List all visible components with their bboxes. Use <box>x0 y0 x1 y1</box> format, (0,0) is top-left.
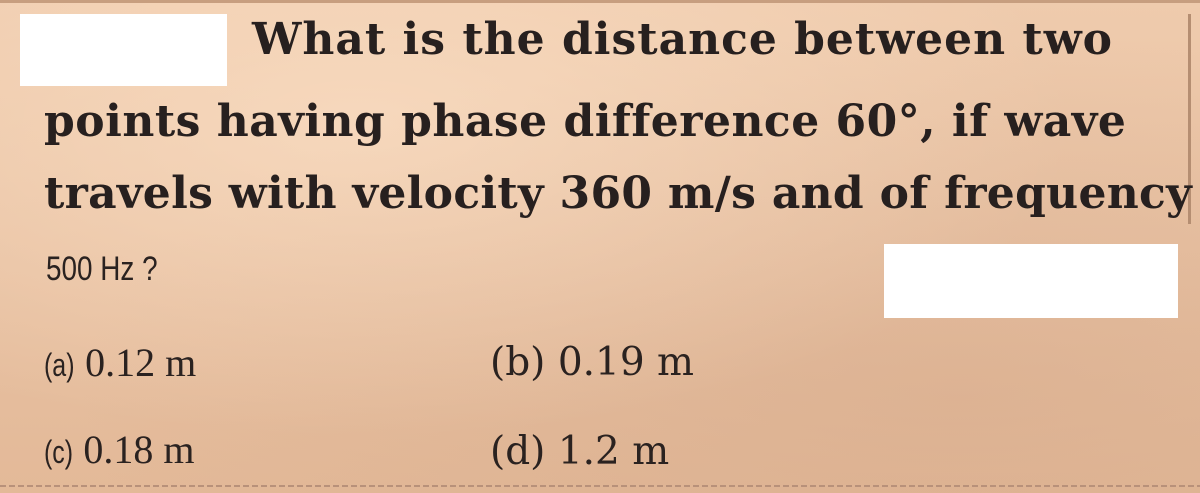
option-d-key: (d) <box>490 429 546 474</box>
option-b-text: 0.19 m <box>557 340 695 385</box>
option-a[interactable] <box>44 340 197 385</box>
option-b[interactable] <box>490 340 695 385</box>
option-d[interactable] <box>490 429 670 474</box>
option-a-text: 0.12 m <box>85 340 197 385</box>
option-d-text: 1.2 m <box>557 429 670 474</box>
question-line-3: travels with velocity 360 m/s and of frequency <box>44 168 1193 219</box>
question-line-1: What is the distance between two <box>252 14 1113 65</box>
redaction-box-top-left <box>20 14 227 86</box>
redaction-box-right <box>884 244 1178 318</box>
top-rule <box>0 0 1200 3</box>
bottom-rule <box>0 485 1200 487</box>
question-line-4: 500 Hz ? <box>46 250 158 288</box>
option-a-key: (a) <box>44 347 75 383</box>
question-line-2: points having phase difference 60°, if wave <box>44 96 1127 147</box>
option-c-key: (c) <box>44 434 74 470</box>
option-c-text: 0.18 m <box>83 427 195 472</box>
option-c[interactable] <box>44 427 195 472</box>
option-b-key: (b) <box>490 340 546 385</box>
